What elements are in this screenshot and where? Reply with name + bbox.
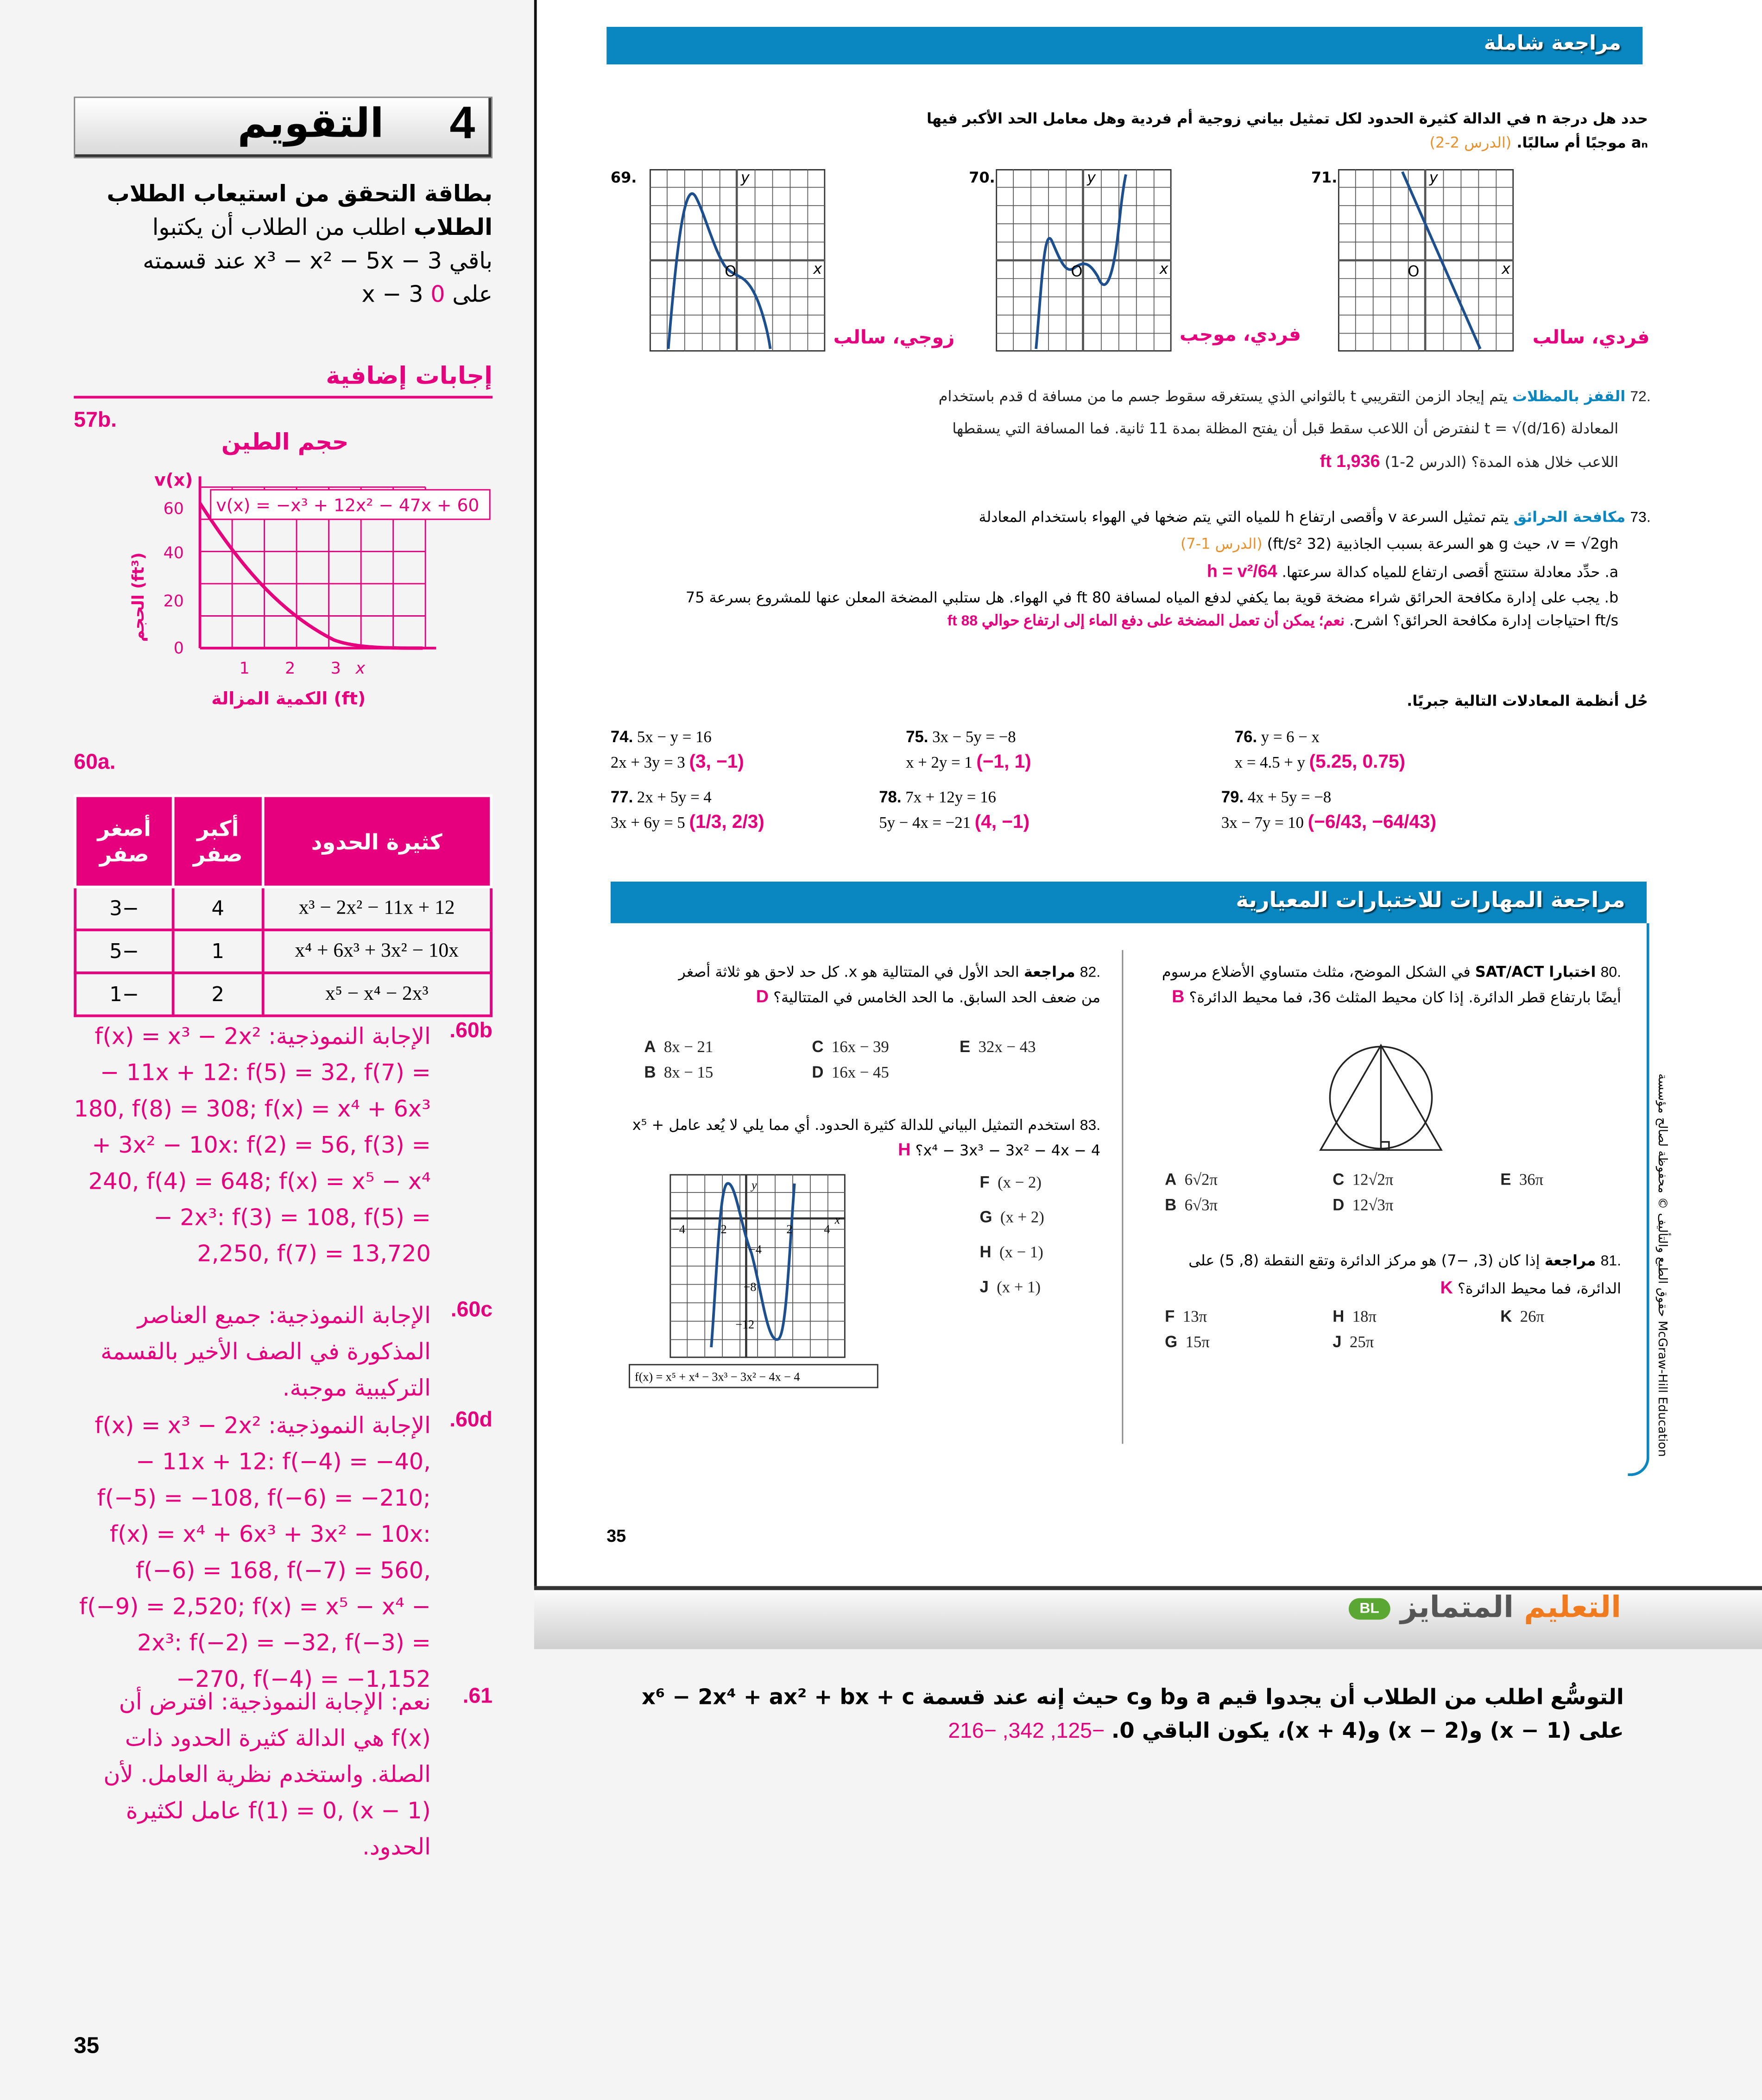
x-axis-label: x xyxy=(834,1213,840,1227)
equation: 3x − 7y = 10 xyxy=(1221,813,1304,832)
option-letter: K xyxy=(1500,1307,1512,1326)
question-topic: القفز بالمظلات xyxy=(1512,388,1626,405)
q60a-label: 60a. xyxy=(74,751,116,775)
graph-answer: زوجي، سالب xyxy=(833,327,955,349)
answer-text: نعم: الإجابة النموذجية: افترض أن f(x) هي الدالة كثيرة الحدود ذات الصلة. واستخدم نظرية العامل. لأن f(1) = 0, (x − 1) عامل لكثيرة الحدود. xyxy=(103,1689,431,1861)
graph-70 xyxy=(969,164,1318,365)
zeros-table xyxy=(74,795,493,1017)
option-value: 32x − 43 xyxy=(978,1037,1036,1056)
option-letter: D xyxy=(812,1063,824,1082)
option-value: 26π xyxy=(1520,1307,1545,1326)
answer-61 xyxy=(74,1685,493,1867)
option-value: 15π xyxy=(1185,1332,1210,1351)
table-row xyxy=(75,973,491,1016)
question-number: 77. xyxy=(610,788,633,807)
chapter-title-box xyxy=(74,97,493,158)
system-76 xyxy=(1235,725,1557,774)
y-axis-label: y xyxy=(1429,169,1438,186)
answer-text: الإجابة النموذجية: f(x) = x³ − 2x² − 11x + 12: f(5) = 32, f(7) = 180, f(8) = 308; f(x) = x⁴ + 6x³ + 3x² − 10x: f(2) = 56, f(3) = 240, f(4) = 648; f(x) = x⁵ − x⁴ − 2x³: f(3) = 108, f(5) = 2,250, f(7) = 13,720 xyxy=(74,1024,431,1268)
x-tick: 2 xyxy=(285,659,296,678)
question-number: .81 xyxy=(1600,1253,1621,1270)
system-75 xyxy=(906,725,1228,774)
part-a: a. حدِّد معادلة ستنتج أقصى ارتفاع للمياه كدالة سرعتها. xyxy=(1282,563,1619,581)
equation: 3x − 5y = −8 xyxy=(932,727,1016,746)
table-cell: 4 xyxy=(173,887,262,930)
answer-option-E[interactable] xyxy=(960,1037,1067,1057)
option-letter: E xyxy=(1500,1170,1511,1189)
question-number: .82 xyxy=(1080,965,1101,981)
option-value: 25π xyxy=(1349,1332,1374,1351)
question-number: 70. xyxy=(969,169,995,187)
graph-grid xyxy=(996,169,1171,352)
chart-x-axis-label: x xyxy=(355,659,366,678)
option-letter: B xyxy=(1165,1195,1177,1215)
question-80 xyxy=(1141,961,1621,1010)
chart-title: حجم الطين xyxy=(221,429,349,456)
option-value: 18π xyxy=(1352,1307,1377,1326)
q82-options xyxy=(644,1037,1047,1083)
table-cell: −1 xyxy=(75,973,173,1016)
option-value: 8x − 15 xyxy=(663,1063,714,1082)
x-tick: 3 xyxy=(330,659,341,678)
page-number: 35 xyxy=(606,1526,626,1546)
equation: 2x + 3y = 3 xyxy=(610,752,685,772)
y-tick: 40 xyxy=(163,543,184,562)
answer-option-G[interactable] xyxy=(1165,1332,1333,1352)
chart-function-label: v(x) = −x³ + 12x² − 47x + 60 xyxy=(216,495,480,516)
question-number: 71. xyxy=(1311,169,1338,187)
answers-list xyxy=(74,1020,493,1867)
systems-heading: حُل أنظمة المعادلات التالية جبريًا. xyxy=(1407,692,1648,710)
table-cell: x⁴ + 6x³ + 3x² − 10x xyxy=(262,930,491,973)
table-cell: x³ − 2x² − 11x + 12 xyxy=(262,887,491,930)
chapter-number: 4 xyxy=(449,98,475,149)
option-letter: H xyxy=(979,1242,992,1261)
systems-grid xyxy=(611,725,1644,872)
option-value: 36π xyxy=(1519,1170,1544,1189)
x-tick: 4 xyxy=(824,1222,830,1236)
origin-label: O xyxy=(725,262,737,280)
question-text: الحد الأول في المتتالية هو x. كل حد لاحق هو ثلاثة أصغر من ضعف الحد السابق. ما الحد الخامس في المتتالية؟ xyxy=(678,963,1101,1007)
q83-options xyxy=(979,1167,1100,1302)
option-value: 16x − 39 xyxy=(831,1037,889,1056)
copyright-notice: حقوق الطبع والتأليف © محفوظة لصالح مؤسسة McGraw-Hill Education xyxy=(1655,1073,1668,1457)
x-tick: −4 xyxy=(672,1222,685,1236)
answer-option-K[interactable] xyxy=(1500,1307,1581,1327)
bl-badge: BL xyxy=(1349,1598,1390,1620)
extension-answer: −125, 342, −216 xyxy=(948,1720,1105,1743)
answer-option-A[interactable] xyxy=(1165,1170,1333,1190)
equation: 5x − y = 16 xyxy=(637,727,712,746)
question-text: استخدم التمثيل البياني للدالة كثيرة الحدود. أي مما يلي لا يُعد عامل x⁵ + x⁴ − 3x³ − 3x² − 4x − 4؟ xyxy=(632,1116,1101,1160)
question-number: .72 xyxy=(1630,389,1651,405)
chart-ylabel: الحجم (ft³) xyxy=(129,552,148,642)
option-value: (x − 1) xyxy=(999,1242,1043,1261)
divider xyxy=(74,396,493,398)
answer-label: 60c. xyxy=(450,1299,493,1322)
answer-option-H[interactable] xyxy=(979,1237,1100,1267)
answer: B xyxy=(1172,986,1185,1007)
question-number: 69. xyxy=(610,169,637,187)
grid-lines xyxy=(669,1174,845,1358)
question-number: .73 xyxy=(1630,510,1651,526)
answer-option-C[interactable] xyxy=(1333,1170,1500,1190)
option-letter: J xyxy=(979,1277,989,1297)
chapter-title: التقويم xyxy=(237,101,384,148)
polynomial-curve xyxy=(1036,175,1126,349)
answer-60d xyxy=(74,1409,493,1694)
option-letter: D xyxy=(1333,1195,1345,1215)
option-letter: C xyxy=(1333,1170,1345,1189)
chart-curve xyxy=(200,503,423,648)
option-letter: J xyxy=(1333,1332,1342,1351)
table-row xyxy=(75,930,491,973)
y-axis-label: y xyxy=(740,169,750,186)
title-part: التعليم xyxy=(1524,1591,1621,1625)
answer: نعم؛ يمكن أن تعمل المضخة على دفع الماء إلى ارتفاع حوالي 88 ft xyxy=(947,613,1345,630)
answer: (4, −1) xyxy=(974,810,1030,832)
question-text: إذا كان (3, −7) هو مركز الدائرة وتقع النقطة (8, 5) على الدائرة، فما محيط الدائرة؟ xyxy=(1188,1252,1621,1298)
answer-option-B[interactable] xyxy=(644,1063,812,1083)
lesson-ref: (الدرس 1-7) xyxy=(1180,535,1263,553)
sidebar-page-number: 35 xyxy=(74,2033,100,2059)
q57b-label: 57b. xyxy=(74,409,117,432)
x-axis-label: x xyxy=(1159,259,1168,277)
answer-option-D[interactable] xyxy=(1333,1196,1500,1216)
equation: x + 2y = 1 xyxy=(906,752,973,772)
origin-label: O xyxy=(1071,262,1083,280)
question-83 xyxy=(631,1114,1100,1163)
system-74 xyxy=(611,725,933,774)
review-instructions xyxy=(913,107,1648,156)
option-letter: G xyxy=(1165,1332,1178,1351)
answer-option-A[interactable] xyxy=(644,1037,812,1057)
q83-graph xyxy=(628,1173,883,1393)
option-letter: B xyxy=(644,1063,656,1082)
option-letter: A xyxy=(1165,1170,1177,1189)
option-value: 16x − 45 xyxy=(831,1063,889,1082)
y-tick: −8 xyxy=(743,1280,757,1294)
question-text: اللاعب خلال هذه المدة؟ xyxy=(1471,454,1619,471)
option-letter: E xyxy=(959,1037,971,1056)
review-header: مراجعة شاملة xyxy=(606,27,1642,64)
check-card-heading: بطاقة التحقق من استيعاب الطلاب xyxy=(107,181,493,208)
y-tick: 60 xyxy=(163,499,184,518)
option-value: 6√2π xyxy=(1184,1170,1218,1189)
x-axis-label: x xyxy=(1502,259,1511,277)
answer: (1/3, 2/3) xyxy=(689,810,764,832)
option-letter: A xyxy=(644,1037,656,1056)
q80-options xyxy=(1165,1170,1567,1216)
answer: K xyxy=(1440,1277,1453,1298)
lesson-ref: (الدرس 2-1) xyxy=(1384,454,1467,471)
y-tick: −4 xyxy=(749,1242,762,1256)
answer-label: 60d. xyxy=(449,1409,493,1432)
graph-69 xyxy=(611,164,960,365)
question-text: يتم تمثيل السرعة v وأقصى ارتفاع h للمياه التي يتم ضخها في الهواء باستخدام المعادلة xyxy=(979,508,1509,526)
answer-label: 61. xyxy=(462,1685,493,1709)
differentiated-title xyxy=(1315,1591,1621,1625)
equation: y = 6 − x xyxy=(1261,727,1320,746)
answer-option-F[interactable] xyxy=(979,1167,1100,1197)
graph-answer: فردي، موجب xyxy=(1180,324,1301,347)
check-card-text: على x − 3 xyxy=(361,282,493,309)
answer-text: الإجابة النموذجية: f(x) = x³ − 2x² − 11x + 12: f(−4) = −40, f(−5) = −108, f(−6) = −210; f(x) = x⁴ + 6x³ + 3x² − 10x: f(−6) = 168, f(−7) = 560, f(−9) = 2,520; f(x) = x⁵ − x⁴ − 2x³: f(−2) = −32, f(−3) = −270, f(−4) = −1,152 xyxy=(79,1413,431,1694)
answer-option-H[interactable] xyxy=(1333,1307,1500,1327)
table-cell: 2 xyxy=(173,973,262,1016)
question-topic: مكافحة الحرائق xyxy=(1513,508,1626,526)
y-axis-label: y xyxy=(752,1178,757,1192)
answer-option-C[interactable] xyxy=(812,1037,960,1057)
question-text: يتم إيجاد الزمن التقريبي t بالثواني الذي يستغرقه سقوط جسم ما من مسافة d قدم باستخدام xyxy=(938,388,1508,405)
y-axis-label: y xyxy=(1087,169,1096,186)
answer: 1,936 ft xyxy=(1320,451,1380,471)
option-value: 6√3π xyxy=(1184,1195,1218,1215)
answer: (3, −1) xyxy=(689,750,744,772)
question-82 xyxy=(678,961,1100,1010)
option-letter: G xyxy=(979,1207,992,1227)
answer: H xyxy=(898,1139,911,1160)
graph-grid xyxy=(650,169,825,352)
question-text: في الشكل الموضح، مثلث متساوي الأضلاع مرسوم أيضًا بارتفاع قطر الدائرة. إذا كان محيط المثلث 36، فما محيط الدائرة؟ xyxy=(1162,963,1621,1007)
chart-xlabel: الكمية المزالة (ft) xyxy=(211,688,366,709)
column-header: كثيرة الحدود xyxy=(262,796,491,887)
x-tick: 1 xyxy=(239,659,250,678)
table-cell: x⁵ − x⁴ − 2x³ xyxy=(262,973,491,1016)
graph-function-label: f(x) = x⁵ + x⁴ − 3x³ − 3x² − 4x − 4 xyxy=(635,1370,800,1384)
extension-activity xyxy=(590,1680,1623,1748)
chart-y-axis-label: v(x) xyxy=(154,469,193,490)
x-tick: −2 xyxy=(714,1222,727,1236)
system-78 xyxy=(879,785,1201,834)
answer-option-E[interactable] xyxy=(1500,1170,1581,1190)
question-topic: اختبارا SAT/ACT xyxy=(1475,963,1596,981)
equation: x = 4.5 + y xyxy=(1234,752,1305,772)
y-tick: 0 xyxy=(173,639,184,658)
option-letter: H xyxy=(1333,1307,1345,1326)
equation: 4x + 5y = −8 xyxy=(1247,788,1332,807)
column-divider xyxy=(1122,950,1123,1444)
clay-volume-chart xyxy=(114,463,497,718)
extra-answers-heading: إجابات إضافية xyxy=(326,362,493,391)
instructions-text: حدد هل درجة n في الدالة كثيرة الحدود لكل تمثيل بياني زوجية أم فردية وهل معامل الحد الأكبر فيها aₙ موجبًا أم سالبًا. xyxy=(926,110,1648,152)
question-number: 76. xyxy=(1234,727,1257,746)
extension-text: اطلب من الطلاب أن يجدوا قيم a وb وc حيث إنه عند قسمة x⁶ − 2x⁴ + ax² + bx + c على (x − 1) و(x − 2) و(x + 4)، يكون الباقي 0. xyxy=(641,1684,1624,1743)
question-number: 75. xyxy=(906,727,928,746)
answer: (−1, 1) xyxy=(976,750,1031,772)
question-number: 78. xyxy=(879,788,902,807)
question-number: .80 xyxy=(1600,965,1621,981)
question-topic: مراجعة xyxy=(1023,963,1075,981)
question-72 xyxy=(859,381,1651,479)
standardized-header: مراجعة المهارات للاختبارات المعيارية xyxy=(611,882,1647,923)
y-tick: −12 xyxy=(735,1318,755,1331)
graph-71 xyxy=(1311,164,1660,365)
column-header: أكبر صفر xyxy=(173,796,262,887)
table-row xyxy=(75,887,491,930)
answer-text: الإجابة النموذجية: جميع العناصر المذكورة في الصف الأخير بالقسمة التركيبية موجبة. xyxy=(101,1303,431,1402)
system-79 xyxy=(1221,785,1543,834)
q81-options xyxy=(1165,1307,1567,1352)
answer-option-B[interactable] xyxy=(1165,1196,1333,1216)
x-axis-label: x xyxy=(813,259,822,277)
answer-option-G[interactable] xyxy=(979,1202,1100,1232)
question-text: المعادلة t = √(d/16) لنفترض أن اللاعب سقط قبل أن يفتح المظلة بمدة 11 ثانية. فما المسافة التي يسقطها xyxy=(952,420,1619,438)
option-letter: C xyxy=(812,1037,824,1056)
answer-option-J[interactable] xyxy=(979,1272,1100,1302)
table-cell: −5 xyxy=(75,930,173,973)
question-number: 79. xyxy=(1221,788,1244,807)
table-cell: −3 xyxy=(75,887,173,930)
equation: 7x + 12y = 16 xyxy=(905,788,996,807)
answer: h = v²/64 xyxy=(1206,561,1277,581)
answer-option-F[interactable] xyxy=(1165,1307,1333,1327)
option-value: 13π xyxy=(1182,1307,1207,1326)
answer-60b xyxy=(74,1020,493,1299)
section-border xyxy=(1628,923,1649,1476)
equation: 5y − 4x = −21 xyxy=(879,813,971,832)
equation: 2x + 5y = 4 xyxy=(637,788,712,807)
answer-option-D[interactable] xyxy=(812,1063,960,1083)
graph-grid xyxy=(1338,169,1514,352)
question-73 xyxy=(684,505,1650,633)
part-b: b. يجب على إدارة مكافحة الحرائق شراء مضخة قوية بما يكفي لدفع المياه لمسافة 80 ft في الهواء. هل ستلبي المضخة المعلن عنها للمشروع بسرعة 75 ft/s احتياجات إدارة مكافحة الحرائق؟ اشرح. xyxy=(685,589,1619,630)
option-value: 8x − 21 xyxy=(663,1037,714,1056)
x-tick: 2 xyxy=(786,1222,793,1236)
option-letter: F xyxy=(979,1173,990,1192)
check-card-answer: 0 xyxy=(430,282,445,309)
option-value: (x − 2) xyxy=(998,1173,1042,1192)
question-81 xyxy=(1181,1248,1621,1303)
option-value: (x + 1) xyxy=(997,1277,1041,1297)
y-tick: 20 xyxy=(163,592,184,611)
option-letter: F xyxy=(1165,1307,1175,1326)
question-topic: مراجعة xyxy=(1544,1252,1596,1270)
answer-label: 60b. xyxy=(449,1020,493,1043)
check-card-text: اطلب من الطلاب أن يكتبوا xyxy=(152,214,407,242)
lesson-ref: (الدرس 2-2) xyxy=(1429,134,1512,152)
triangle-in-circle-figure xyxy=(1315,1040,1450,1154)
answer-option-J[interactable] xyxy=(1333,1332,1500,1352)
table-header xyxy=(75,796,491,887)
question-number: .83 xyxy=(1080,1117,1101,1134)
title-part: المتمايز xyxy=(1400,1591,1514,1625)
option-value: (x + 2) xyxy=(1000,1207,1044,1227)
check-card-text: باقي x³ − x² − 5x − 3 عند قسمته xyxy=(143,248,493,275)
check-card-lead: الطلاب xyxy=(413,214,493,242)
option-value: 12√2π xyxy=(1352,1170,1394,1189)
extension-lead: التوسُّع xyxy=(1550,1684,1624,1710)
question-text: v = √2gh، حيث g هو السرعة بسبب الجاذبية (32 ft/s²) xyxy=(1267,535,1619,553)
question-number: 74. xyxy=(610,727,633,746)
answer: (−6/43, −64/43) xyxy=(1307,810,1437,832)
equation: 3x + 6y = 5 xyxy=(610,813,685,832)
answer: (5.25, 0.75) xyxy=(1309,750,1406,772)
option-value: 12√3π xyxy=(1352,1195,1394,1215)
table-cell: 1 xyxy=(173,930,262,973)
origin-label: O xyxy=(1408,262,1420,280)
check-card xyxy=(74,178,493,313)
graph-answer: فردي، سالب xyxy=(1532,327,1650,349)
answer: D xyxy=(756,986,769,1007)
column-header: أصغر صفر xyxy=(75,796,173,887)
answer-60c xyxy=(74,1299,493,1409)
